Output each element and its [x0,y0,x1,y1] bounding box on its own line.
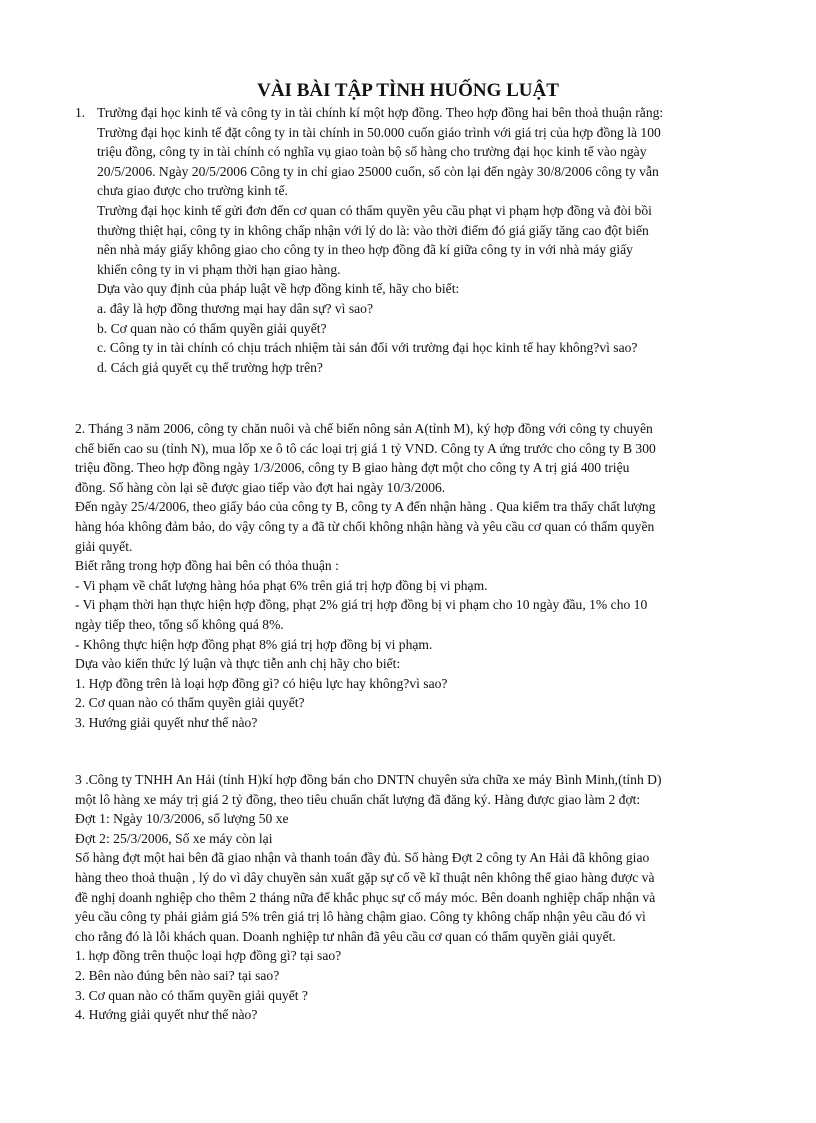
case2-line: 1. Hợp đồng trên là loại hợp đồng gì? có hiệu lực hay không?vì sao? [75,675,448,691]
case2-line: - Vi phạm về chất lượng hàng hóa phạt 6% trên giá trị hợp đồng bị vi phạm. [75,577,488,593]
case-1-text [97,103,663,377]
case2-line: 2. Tháng 3 năm 2006, công ty chăn nuôi và chế biến nông sản A(tỉnh M), ký hợp đồng với công ty chuyên [75,421,653,436]
case1-line: c. Công ty in tài chính có chịu trách nhiệm tài sản đối với trường đại học kinh tế hay không?vì sao? [97,340,638,356]
case1-line: thường thiệt hại, công ty in không chấp nhận với lý do là: vào thời điểm đó giá giấy tăng cao đột biến [97,222,649,238]
case3-line: 2. Bên nào đúng bên nào sai? tại sao? [75,967,280,983]
case1-line: triệu đồng, công ty in tài chính có nghĩa vụ giao toàn bộ số hàng cho trường đại học kinh tế vào ngày [97,144,647,160]
case2-line: - Không thực hiện hợp đồng phạt 8% giá trị hợp đồng bị vi phạm. [75,636,433,652]
case1-line: Trường đại học kinh tế gửi đơn đến cơ quan có thẩm quyền yêu cầu phạt vi phạm hợp đồng và đòi bồi [97,202,652,218]
case1-line: khiến công ty in vi phạm thời hạn giao hàng. [97,261,341,277]
case3-line: Số hàng đợt một hai bên đã giao nhận và thanh toán đầy đủ. Số hàng Đợt 2 công ty An Hải đã không giao [75,850,650,866]
case2-line: ngày tiếp theo, tổng số không quá 8%. [75,616,284,632]
case3-line: một lô hàng xe máy trị giá 2 tỷ đồng, theo tiêu chuẩn chất lượng đã đăng ký. Hàng được giao làm 2 đợt: [75,791,641,807]
case-1-number: 1. [75,105,86,120]
case-3 [75,770,662,1025]
case2-line: triệu đồng. Theo hợp đồng ngày 1/3/2006, công ty B giao hàng đợt một cho công ty A trị giá 400 triệu [75,460,630,476]
case2-line: Biết rằng trong hợp đồng hai bên có thỏa thuận : [75,558,339,574]
case1-line: chưa giao được cho trường kinh tế. [97,183,288,199]
case2-line: - Vi phạm thời hạn thực hiện hợp đồng, phạt 2% giá trị hợp đồng bị vi phạm cho 10 ngày đầu, 1% cho 10 [75,597,648,613]
case2-line: đồng. Số hàng còn lại sẽ được giao tiếp vào đợt hai ngày 10/3/2006. [75,479,446,495]
case2-line: Đến ngày 25/4/2006, theo giấy báo của công ty B, công ty A đến nhận hàng . Qua kiểm tra thấy chất lượng [75,499,656,515]
case3-line: hàng theo thoả thuận , lý do vì dây chuyền sản xuất gặp sự cố về kĩ thuật nên không thể giao hàng được và [75,869,655,885]
case2-line: 3. Hướng giải quyết như thế nào? [75,714,258,730]
case2-line: Dựa vào kiến thức lý luận và thực tiễn anh chị hãy cho biết: [75,656,401,672]
case-2-text [75,419,656,733]
case-3-text [75,770,662,1025]
case-2 [75,419,656,733]
case3-line: cho rằng đó là lỗi khách quan. Doanh nghiệp tư nhân đã yêu cầu cơ quan có thẩm quyền giải quyết. [75,928,616,944]
document-title: VÀI BÀI TẬP TÌNH HUỐNG LUẬT [257,80,559,101]
case3-line: 3 .Công ty TNHH An Hải (tỉnh H)kí hợp đồng bán cho DNTN chuyên sửa chữa xe máy Bình Minh,(tỉnh D) [75,772,662,787]
case2-line: hàng hóa không đảm bảo, do vậy công ty a đã từ chối không nhận hàng và yêu cầu cơ quan có thẩm quyền [75,518,655,534]
case1-line: 20/5/2006. Ngày 20/5/2006 Công ty in chỉ giao 25000 cuốn, số còn lại đến ngày 30/8/2006 công ty vẫn [97,163,659,179]
case1-line: a. đây là hợp đồng thương mại hay dân sự? vì sao? [97,300,374,316]
case1-line: d. Cách giả quyết cụ thể trường hợp trên? [97,359,323,375]
case2-line: 2. Cơ quan nào có thẩm quyền giải quyết? [75,695,305,711]
case3-line: Đợt 2: 25/3/2006, Số xe máy còn lại [75,830,273,846]
case3-line: đề nghị doanh nghiệp cho thêm 2 tháng nữa để khắc phục sự cố máy móc. Bên doanh nghiệp chấp nhận và [75,889,656,905]
case3-line: 3. Cơ quan nào có thẩm quyền giải quyết ? [75,987,308,1003]
case3-line: Đợt 1: Ngày 10/3/2006, số lượng 50 xe [75,811,289,827]
case3-line: 1. hợp đồng trên thuộc loại hợp đồng gì? tại sao? [75,948,342,964]
case3-line: yêu cầu công ty phải giảm giá 5% trên giá trị lô hàng chậm giao. Công ty không chấp nhận yêu cầu đó vì [75,909,646,925]
case3-line: 4. Hướng giải quyết như thế nào? [75,1007,258,1023]
case2-line: giải quyết. [75,538,133,554]
case2-line: chế biến cao su (tỉnh N), mua lốp xe ô tô các loại trị giá 1 tỷ VND. Công ty A ứng trước cho công ty B 300 [75,440,656,456]
case1-line: nên nhà máy giấy không giao cho công ty in theo hợp đồng đã kí giữa công ty in với nhà máy giấy [97,242,633,258]
case1-line: Trường đại học kinh tế và công ty in tài chính kí một hợp đồng. Theo hợp đồng hai bên thoả thuận rằng: [97,105,664,120]
case1-line: b. Cơ quan nào có thẩm quyền giải quyết? [97,320,327,336]
case1-line: Trường đại học kinh tế đặt công ty in tài chính in 50.000 cuốn giáo trình với giá trị của hợp đồng là 100 [97,124,661,140]
case1-line: Dựa vào quy định của pháp luật về hợp đồng kinh tế, hãy cho biết: [97,281,460,297]
